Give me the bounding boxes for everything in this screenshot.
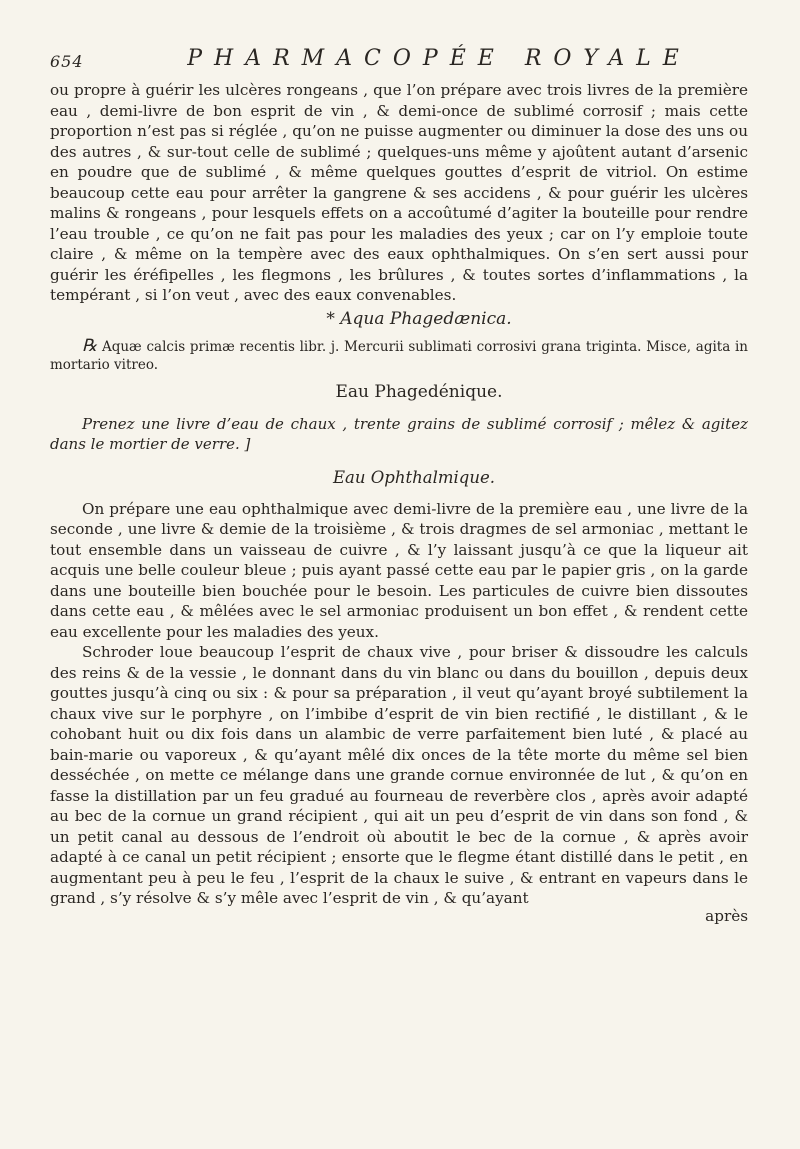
page-body — [50, 80, 748, 925]
running-title: PHARMACOPÉE ROYALE — [187, 46, 691, 71]
heading-aqua-phagedaenica: * Aqua Phagedænica. — [326, 308, 512, 329]
page-number: 654 — [50, 52, 84, 71]
catchword: après — [705, 906, 748, 925]
french-instructions: Prenez une livre d’eau de chaux , trente grains de sublimé corrosif ; mêlez & agitez dans le mortier de verre. ] — [50, 414, 748, 453]
latin-formula-text: Aquæ calcis primæ recentis libr. j. Mercurii sublimati corrosivi grana triginta. Misce, agita in mortario vitreo. — [50, 338, 748, 373]
paragraph-intro: ou propre à guérir les ulcères rongeans , que l’on prépare avec trois livres de la première eau , demi-livre de bon esprit de vin , & demi-once de sublimé corrosif ; mais cette proportion n’est pas si réglée , qu’on ne puisse augmenter ou diminuer la dose des uns ou des autres , & sur-tout celle de sublimé ; quelques-uns même y ajoûtent autant d’arsenic en poudre que de sublimé , & même quelques gouttes d’esprit de vitriol. On estime beaucoup cette eau pour arrêter la gangrene & ses accidens , & pour guérir les ulcères malins & rongeans , pour lesquels effets on a accoûtumé d’agiter la bouteille pour rendre l’eau trouble , ce qu’on ne fait pas pour les maladies des yeux ; car on l’y emploie toute claire , & même on la tempère avec des eaux ophthalmiques. On s’en sert aussi pour guérir les éréfipelles , les flegmons , les brûlures , & toutes sortes d’inflammations , la tempérant , si l’on veut , avec des eaux convenables. — [50, 81, 748, 304]
paragraph-ophthalmic: On prépare une eau ophthalmique avec demi-livre de la première eau , une livre de la seconde , une livre & demie de la troisième , & trois dragmes de sel armoniac , mettant le tout ensemble dans un vaisseau de cuivre , & l’y laissant jusqu’à ce que la liqueur ait acquis une belle couleur bleue ; puis ayant passé cette eau par le papier gris , on la garde dans une bouteille bien bouchée pour le besoin. Les particules de cuivre bien dissoutes dans cette eau , & mêlées avec le sel armoniac produisent un bon effet , & rendent cette eau excellente pour les maladies des yeux. — [50, 499, 748, 641]
latin-formula — [50, 337, 748, 374]
paragraph-schroder: Schroder loue beaucoup l’esprit de chaux vive , pour briser & dissoudre les calculs des reins & de la vessie , le donnant dans du vin blanc ou dans du bouillon , depuis deux gouttes jusqu’à cinq ou six : & pour sa préparation , il veut qu’ayant broyé subtilement la chaux vive sur le porphyre , on l’imbibe d’esprit de vin bien rectifié , le distillant , & le cohobant huit ou dix fois dans un alambic de verre parfaitement bien luté , & placé au bain-marie ou vaporeux , & qu’ayant mêlé dix onces de la tête morte du même sel bien desséchée , on mette ce mélange dans une grande cornue environnée de lut , & qu’on en fasse la distillation par un feu gradué au fourneau de reverbère clos , après avoir adapté au bec de la cornue un grand récipient , qui ait un peu d’esprit de vin dans son fond , & un petit canal au dessous de l’endroit où aboutit le bec de la cornue , & après avoir adapté à ce canal un petit récipient ; ensorte que le flegme étant distillé dans le petit , en augmentant peu à peu le feu , l’esprit de la chaux le suive , & entrant en vapeurs dans le grand , s’y résolve & s’y mêle avec l’esprit de vin , & qu’ayant — [50, 643, 748, 907]
heading-eau-phagedenique: Eau Phagedénique. — [335, 381, 503, 402]
recipe-symbol: ℞ — [82, 335, 98, 356]
page-header — [50, 44, 748, 74]
heading-eau-ophthalmique: Eau Ophthalmique. — [333, 467, 495, 487]
